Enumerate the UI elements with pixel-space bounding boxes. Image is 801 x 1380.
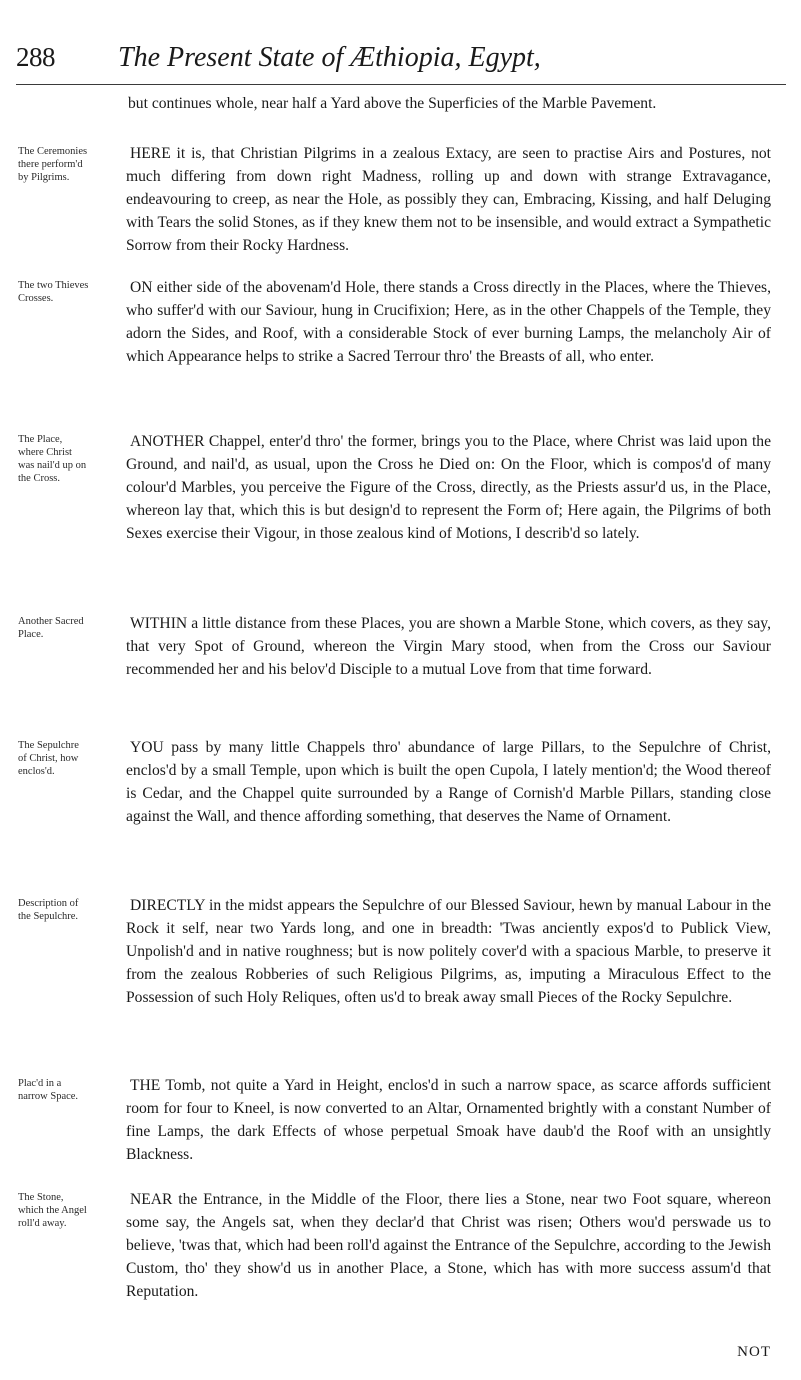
continuation-text: but continues whole, near half a Yard above the Superficies of the Marble Pavement. [128, 95, 657, 112]
margin-note: Description of the Sepulchre. [18, 898, 79, 922]
margin-note: Another Sacred Place. [18, 616, 84, 640]
paragraph-text: YOU pass by many little Chappels thro' abundance of large Pillars, to the Sepulchre of Christ, enclos'd by a small Temple, upon which is built the open Cupola, I lately mention'd; the Wood thereof is Cedar, and the Chappel quite surrounded by a Range of Cornish'd Marble Pillars, standing close against the Wall, and thence affording something, that deserves the Name of Ornament. [126, 739, 771, 825]
margin-note: The Stone, which the Angel roll'd away. [18, 1192, 87, 1229]
margin-note: The Sepulchre of Christ, how enclos'd. [18, 740, 79, 777]
page-header [16, 42, 776, 82]
paragraph-text: HERE it is, that Christian Pilgrims in a zealous Extacy, are seen to practise Airs and Postures, not much differing from down right Madness, rolling up and down with strange Extravagance, endeavouring to creep, as near the Hole, as possibly they can, Embracing, Kissing, and half Deluging with Tears the solid Stones, as if they knew them not to be insensible, and would extract a Sympathetic Sorrow from their Rocky Hardness. [126, 145, 771, 254]
paragraph-text: DIRECTLY in the midst appears the Sepulchre of our Blessed Saviour, hewn by manual Labour in the Rock it self, near two Yards long, and one in breadth: 'Twas anciently expos'd to Publick View, Unpolish'd and in native roughness; but is now politely cover'd with a spacious Marble, to preserve it from the zealous Robberies of such Religious Pilgrims, as, imputing a Miraculous Effect to the Possession of such Holy Reliques, often us'd to break away small Pieces of the Rocky Sepulchre. [126, 897, 771, 1006]
paragraph-text: THE Tomb, not quite a Yard in Height, enclos'd in such a narrow space, as scarce affords sufficient room for four to Kneel, is now converted to an Altar, Ornamented brightly with a constant Number of fine Lamps, the dark Effects of whose perpetual Smoak have daub'd the Roof with an unsightly Blackness. [126, 1077, 771, 1163]
margin-note: The two Thieves Crosses. [18, 280, 89, 304]
header-rule [16, 84, 786, 85]
paragraph-text: NEAR the Entrance, in the Middle of the Floor, there lies a Stone, near two Foot square, whereon some say, the Angels sat, when they declar'd that Christ was risen; Others wou'd perswade us to believe, 'twas that, which had been roll'd against the Entrance of the Sepulchre, according to the Jewish Custom, tho' they show'd us in another Place, a Stone, which has with more success assum'd that Reputation. [126, 1191, 771, 1300]
margin-note: The Ceremonies there perform'd by Pilgrims. [18, 146, 88, 183]
margin-note: The Place, where Christ was nail'd up on the Cross. [18, 434, 87, 484]
paragraph-text: ON either side of the abovenam'd Hole, there stands a Cross directly in the Places, where the Thieves, who suffer'd with our Saviour, hung in Crucifixion; Here, as in the other Chappels of the Temple, they adorn the Sides, and Roof, with a considerable Stock of ever burning Lamps, the melancholy Air of which Appearance helps to strike a Sacred Terrour thro' the Breasts of all, who enter. [126, 279, 771, 365]
paragraph-text: WITHIN a little distance from these Places, you are shown a Marble Stone, which covers, as they say, that very Spot of Ground, whereon the Virgin Mary stood, when from the Cross our Saviour recommended her and his belov'd Disciple to a mutual Love from that time forward. [126, 615, 771, 678]
margin-note: Plac'd in a narrow Space. [18, 1078, 79, 1102]
page-number: 288 [16, 42, 55, 72]
catchword: NOT [737, 1344, 771, 1360]
paragraph-text: ANOTHER Chappel, enter'd thro' the former, brings you to the Place, where Christ was laid upon the Ground, and nail'd, as usual, upon the Cross he Died on: On the Floor, which is compos'd of many colour'd Marbles, you perceive the Figure of the Cross, directly, as the Priests assur'd us, in the Place, whereon lay that, which this is but design'd to represent the Form of; Here again, the Pilgrims of both Sexes exercise their Vigour, in those zealous kind of Motions, I describ'd so lately. [126, 433, 771, 542]
running-title: The Present State of Æthiopia, Egypt, [118, 42, 541, 73]
